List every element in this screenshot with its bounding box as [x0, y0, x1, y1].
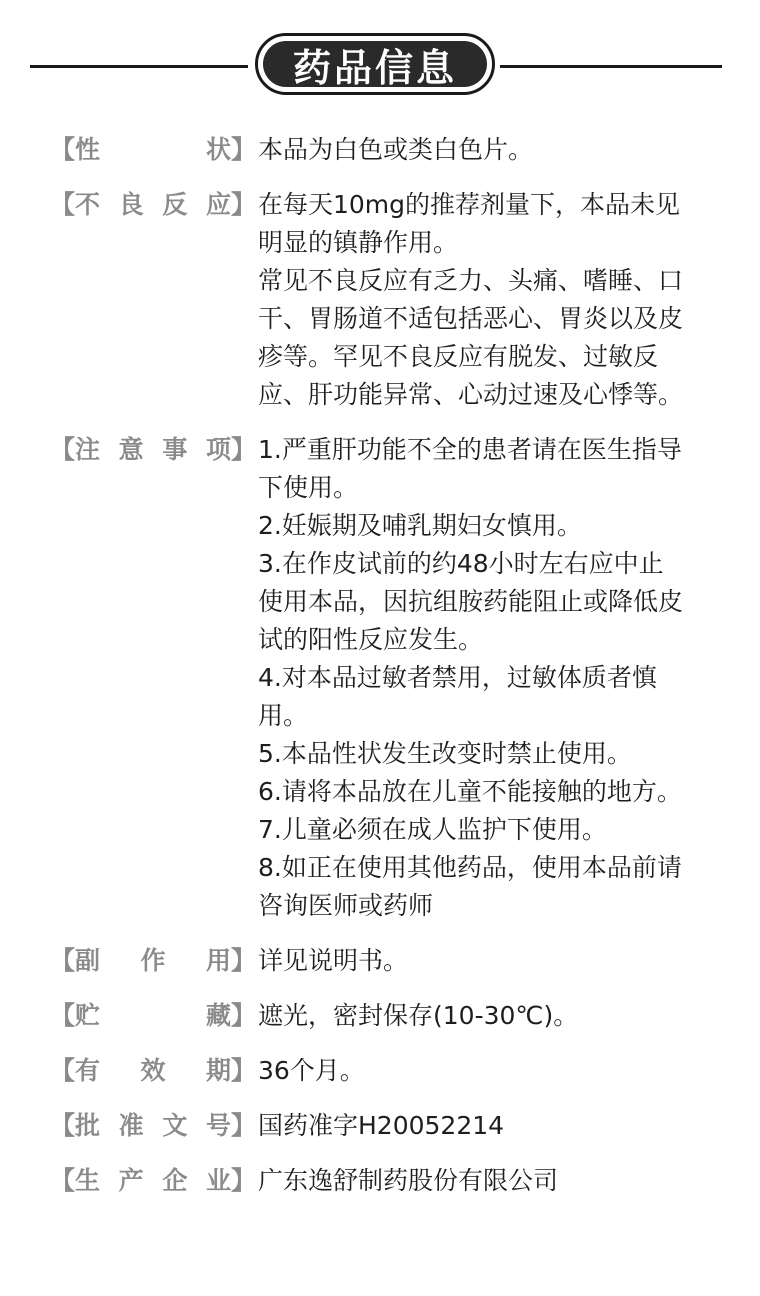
page-title: 药品信息 — [292, 45, 457, 90]
info-value — [258, 997, 688, 1035]
label-bracket-open: 【 — [50, 190, 76, 219]
info-value-paragraph: 1.严重肝功能不全的患者请在医生指导下使用。 — [258, 435, 682, 502]
label-bracket-close: 】 — [231, 1166, 257, 1195]
info-label — [0, 131, 258, 169]
label-char: 贮 — [75, 1001, 101, 1030]
label-char: 藏 — [206, 1001, 232, 1030]
label-bracket-close: 】 — [231, 435, 257, 464]
label-char: 项 — [205, 435, 231, 464]
label-bracket-close: 】 — [231, 1001, 257, 1030]
info-value — [258, 431, 688, 925]
label-bracket-close: 】 — [231, 1056, 257, 1085]
label-char: 企 — [162, 1166, 188, 1195]
label-char: 注 — [75, 435, 101, 464]
label-bracket-open: 【 — [50, 1001, 76, 1030]
label-bracket-open: 【 — [50, 946, 76, 975]
label-bracket-open: 【 — [50, 1166, 76, 1195]
info-value — [258, 131, 688, 169]
label-bracket-open: 【 — [50, 135, 76, 164]
info-value-paragraph: 国药准字H20052214 — [258, 1111, 505, 1140]
info-value-paragraph: 5.本品性状发生改变时禁止使用。 — [258, 739, 632, 768]
info-value-paragraph: 2.妊娠期及哺乳期妇女慎用。 — [258, 511, 582, 540]
info-row — [0, 1162, 760, 1200]
info-value-paragraph: 广东逸舒制药股份有限公司 — [258, 1166, 559, 1195]
label-char: 生 — [75, 1166, 101, 1195]
title-badge-inner — [263, 41, 487, 90]
label-text — [75, 131, 231, 169]
label-char: 副 — [75, 946, 101, 975]
section-header — [0, 30, 760, 100]
info-label — [0, 997, 258, 1035]
info-value-paragraph: 36个月。 — [258, 1056, 365, 1085]
info-value-paragraph: 4.对本品过敏者禁用，过敏体质者慎用。 — [258, 663, 657, 730]
info-value-paragraph: 在每天10mg的推荐剂量下，本品未见明显的镇静作用。 — [258, 190, 681, 257]
label-char: 号 — [205, 1111, 231, 1140]
info-value — [258, 1107, 688, 1145]
info-value-paragraph: 7.儿童必须在成人监护下使用。 — [258, 815, 607, 844]
label-char: 事 — [162, 435, 188, 464]
info-value-paragraph: 遮光，密封保存(10-30℃)。 — [258, 1001, 579, 1030]
label-char: 良 — [118, 190, 144, 219]
label-char: 文 — [162, 1111, 188, 1140]
info-value-paragraph: 详见说明书。 — [258, 946, 409, 975]
label-char: 应 — [205, 190, 231, 219]
label-text — [75, 1107, 231, 1145]
info-value — [258, 942, 688, 980]
info-value-paragraph: 3.在作皮试前的约48小时左右应中止使用本品，因抗组胺药能阻止或降低皮试的阳性反应发生。 — [258, 549, 684, 654]
info-value-paragraph: 6.请将本品放在儿童不能接触的地方。 — [258, 777, 682, 806]
label-char: 批 — [75, 1111, 101, 1140]
header-rule-right — [500, 65, 722, 68]
label-char: 作 — [140, 946, 166, 975]
info-label — [0, 1052, 258, 1090]
label-bracket-open: 【 — [50, 435, 76, 464]
info-label — [0, 1107, 258, 1145]
info-row — [0, 942, 760, 980]
label-bracket-close: 】 — [231, 1111, 257, 1140]
label-char: 准 — [118, 1111, 144, 1140]
label-char: 用 — [205, 946, 231, 975]
label-bracket-close: 】 — [231, 946, 257, 975]
label-text — [75, 186, 231, 224]
drug-info-list — [0, 131, 760, 1217]
info-value — [258, 1162, 688, 1200]
label-char: 不 — [75, 190, 101, 219]
label-text — [75, 1052, 231, 1090]
info-row — [0, 431, 760, 925]
label-char: 状 — [206, 135, 232, 164]
label-char: 意 — [118, 435, 144, 464]
label-bracket-close: 】 — [231, 190, 257, 219]
label-bracket-open: 【 — [50, 1056, 76, 1085]
info-value-paragraph: 本品为白色或类白色片。 — [258, 135, 534, 164]
label-char: 期 — [205, 1056, 231, 1085]
label-text — [75, 1162, 231, 1200]
info-value — [258, 186, 688, 414]
label-bracket-open: 【 — [50, 1111, 76, 1140]
label-char: 效 — [140, 1056, 166, 1085]
label-text — [75, 431, 231, 469]
label-text — [75, 942, 231, 980]
info-row — [0, 997, 760, 1035]
info-value — [258, 1052, 688, 1090]
label-char: 业 — [205, 1166, 231, 1195]
label-char: 有 — [75, 1056, 101, 1085]
info-value-paragraph: 8.如正在使用其他药品，使用本品前请咨询医师或药师 — [258, 853, 682, 920]
label-bracket-close: 】 — [231, 135, 257, 164]
info-label — [0, 186, 258, 224]
info-row — [0, 1052, 760, 1090]
title-badge — [255, 33, 495, 95]
info-label — [0, 942, 258, 980]
info-label — [0, 431, 258, 469]
header-rule-left — [30, 65, 248, 68]
label-char: 反 — [162, 190, 188, 219]
info-row — [0, 131, 760, 169]
info-row — [0, 1107, 760, 1145]
label-char: 性 — [75, 135, 101, 164]
info-row — [0, 186, 760, 414]
info-value-paragraph: 常见不良反应有乏力、头痛、嗜睡、口干、胃肠道不适包括恶心、胃炎以及皮疹等。罕见不良反应有脱发、过敏反应、肝功能异常、心动过速及心悸等。 — [258, 266, 684, 409]
label-char: 产 — [118, 1166, 144, 1195]
label-text — [75, 997, 231, 1035]
info-label — [0, 1162, 258, 1200]
